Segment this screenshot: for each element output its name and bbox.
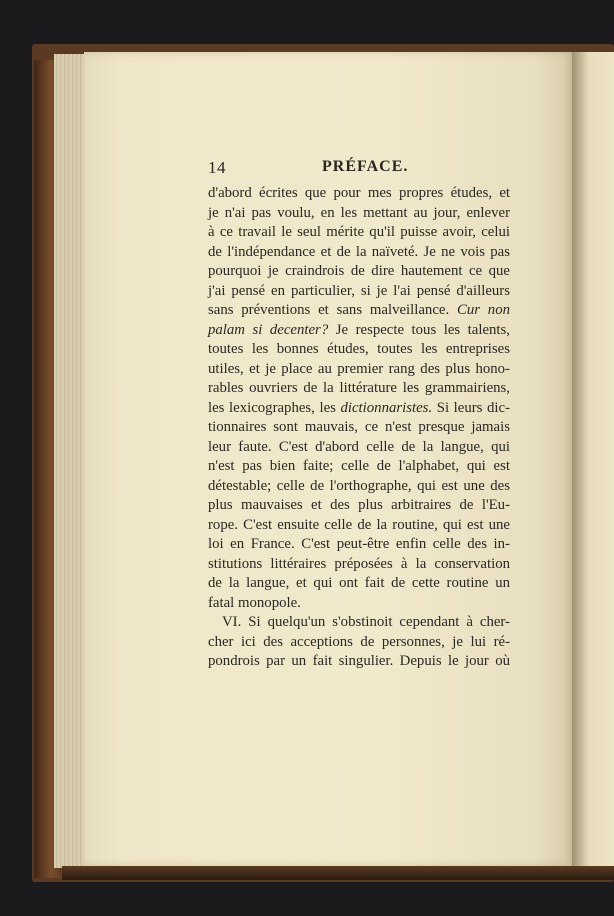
text-line: stitutions littéraires préposées à la conservation xyxy=(208,555,510,572)
text-line: fatal monopole. xyxy=(208,594,301,611)
text-line: utiles, et je place au premier rang des plus hono- xyxy=(208,360,510,377)
text-line: tionnaires sont mauvais, ce n'est presque jamais xyxy=(208,419,510,435)
text-line: j'ai pensé en particulier, si je l'ai pensé d'ailleurs xyxy=(208,282,510,299)
text-line: palam si decenter? Je respecte tous les talents, xyxy=(208,321,510,338)
text-line: n'est pas bien faite; celle de l'alphabet, qui est xyxy=(208,458,510,474)
text-line: je n'ai pas voulu, en les mettant au jour, enlever xyxy=(208,204,510,221)
text-line: loi en France. C'est peut-être enfin celle des in- xyxy=(208,536,510,552)
text-line: plus mauvaises et des plus arbitraires de l'Eu- xyxy=(208,497,510,513)
text-line: pondrois par un fait singulier. Depuis le jour où xyxy=(208,653,510,669)
text-line: rables ouvriers de la littérature les grammairiens, xyxy=(208,380,510,396)
text-line: les lexicographes, les dictionnaristes. Si leurs dic- xyxy=(208,399,510,416)
text-line: détestable; celle de l'orthographe, qui est une des xyxy=(208,477,510,494)
text-line: toutes les bonnes études, toutes les entreprises xyxy=(208,341,510,357)
text-line: de la langue, et qui ont fait de cette routine un xyxy=(208,575,510,591)
text-line: pourquoi je craindrois de dire hautement ce que xyxy=(208,263,510,279)
facing-page-edge xyxy=(572,52,614,868)
page-edges xyxy=(54,54,86,868)
book-bottom-edge xyxy=(62,866,614,880)
text-line: sans préventions et sans malveillance. Cur non xyxy=(208,302,511,318)
running-title: PRÉFACE. xyxy=(322,158,409,175)
text-line: d'abord écrites que pour mes propres études, et xyxy=(208,185,510,201)
text-line: de l'indépendance et de la naïveté. Je ne vois pas xyxy=(208,243,510,260)
text-line: rope. C'est ensuite celle de la routine, qui est une xyxy=(208,516,510,533)
text-line: cher ici des acceptions de personnes, je lui ré- xyxy=(208,633,510,650)
page-number: 14 xyxy=(208,158,226,177)
text-line: leur faute. C'est d'abord celle de la langue, qui xyxy=(208,438,510,455)
body-text xyxy=(208,184,510,672)
text-line: VI. Si quelqu'un s'obstinoit cependant à cher- xyxy=(222,614,510,630)
text-line: à ce travail le seul mérite qu'il puisse avoir, celui xyxy=(208,224,510,240)
